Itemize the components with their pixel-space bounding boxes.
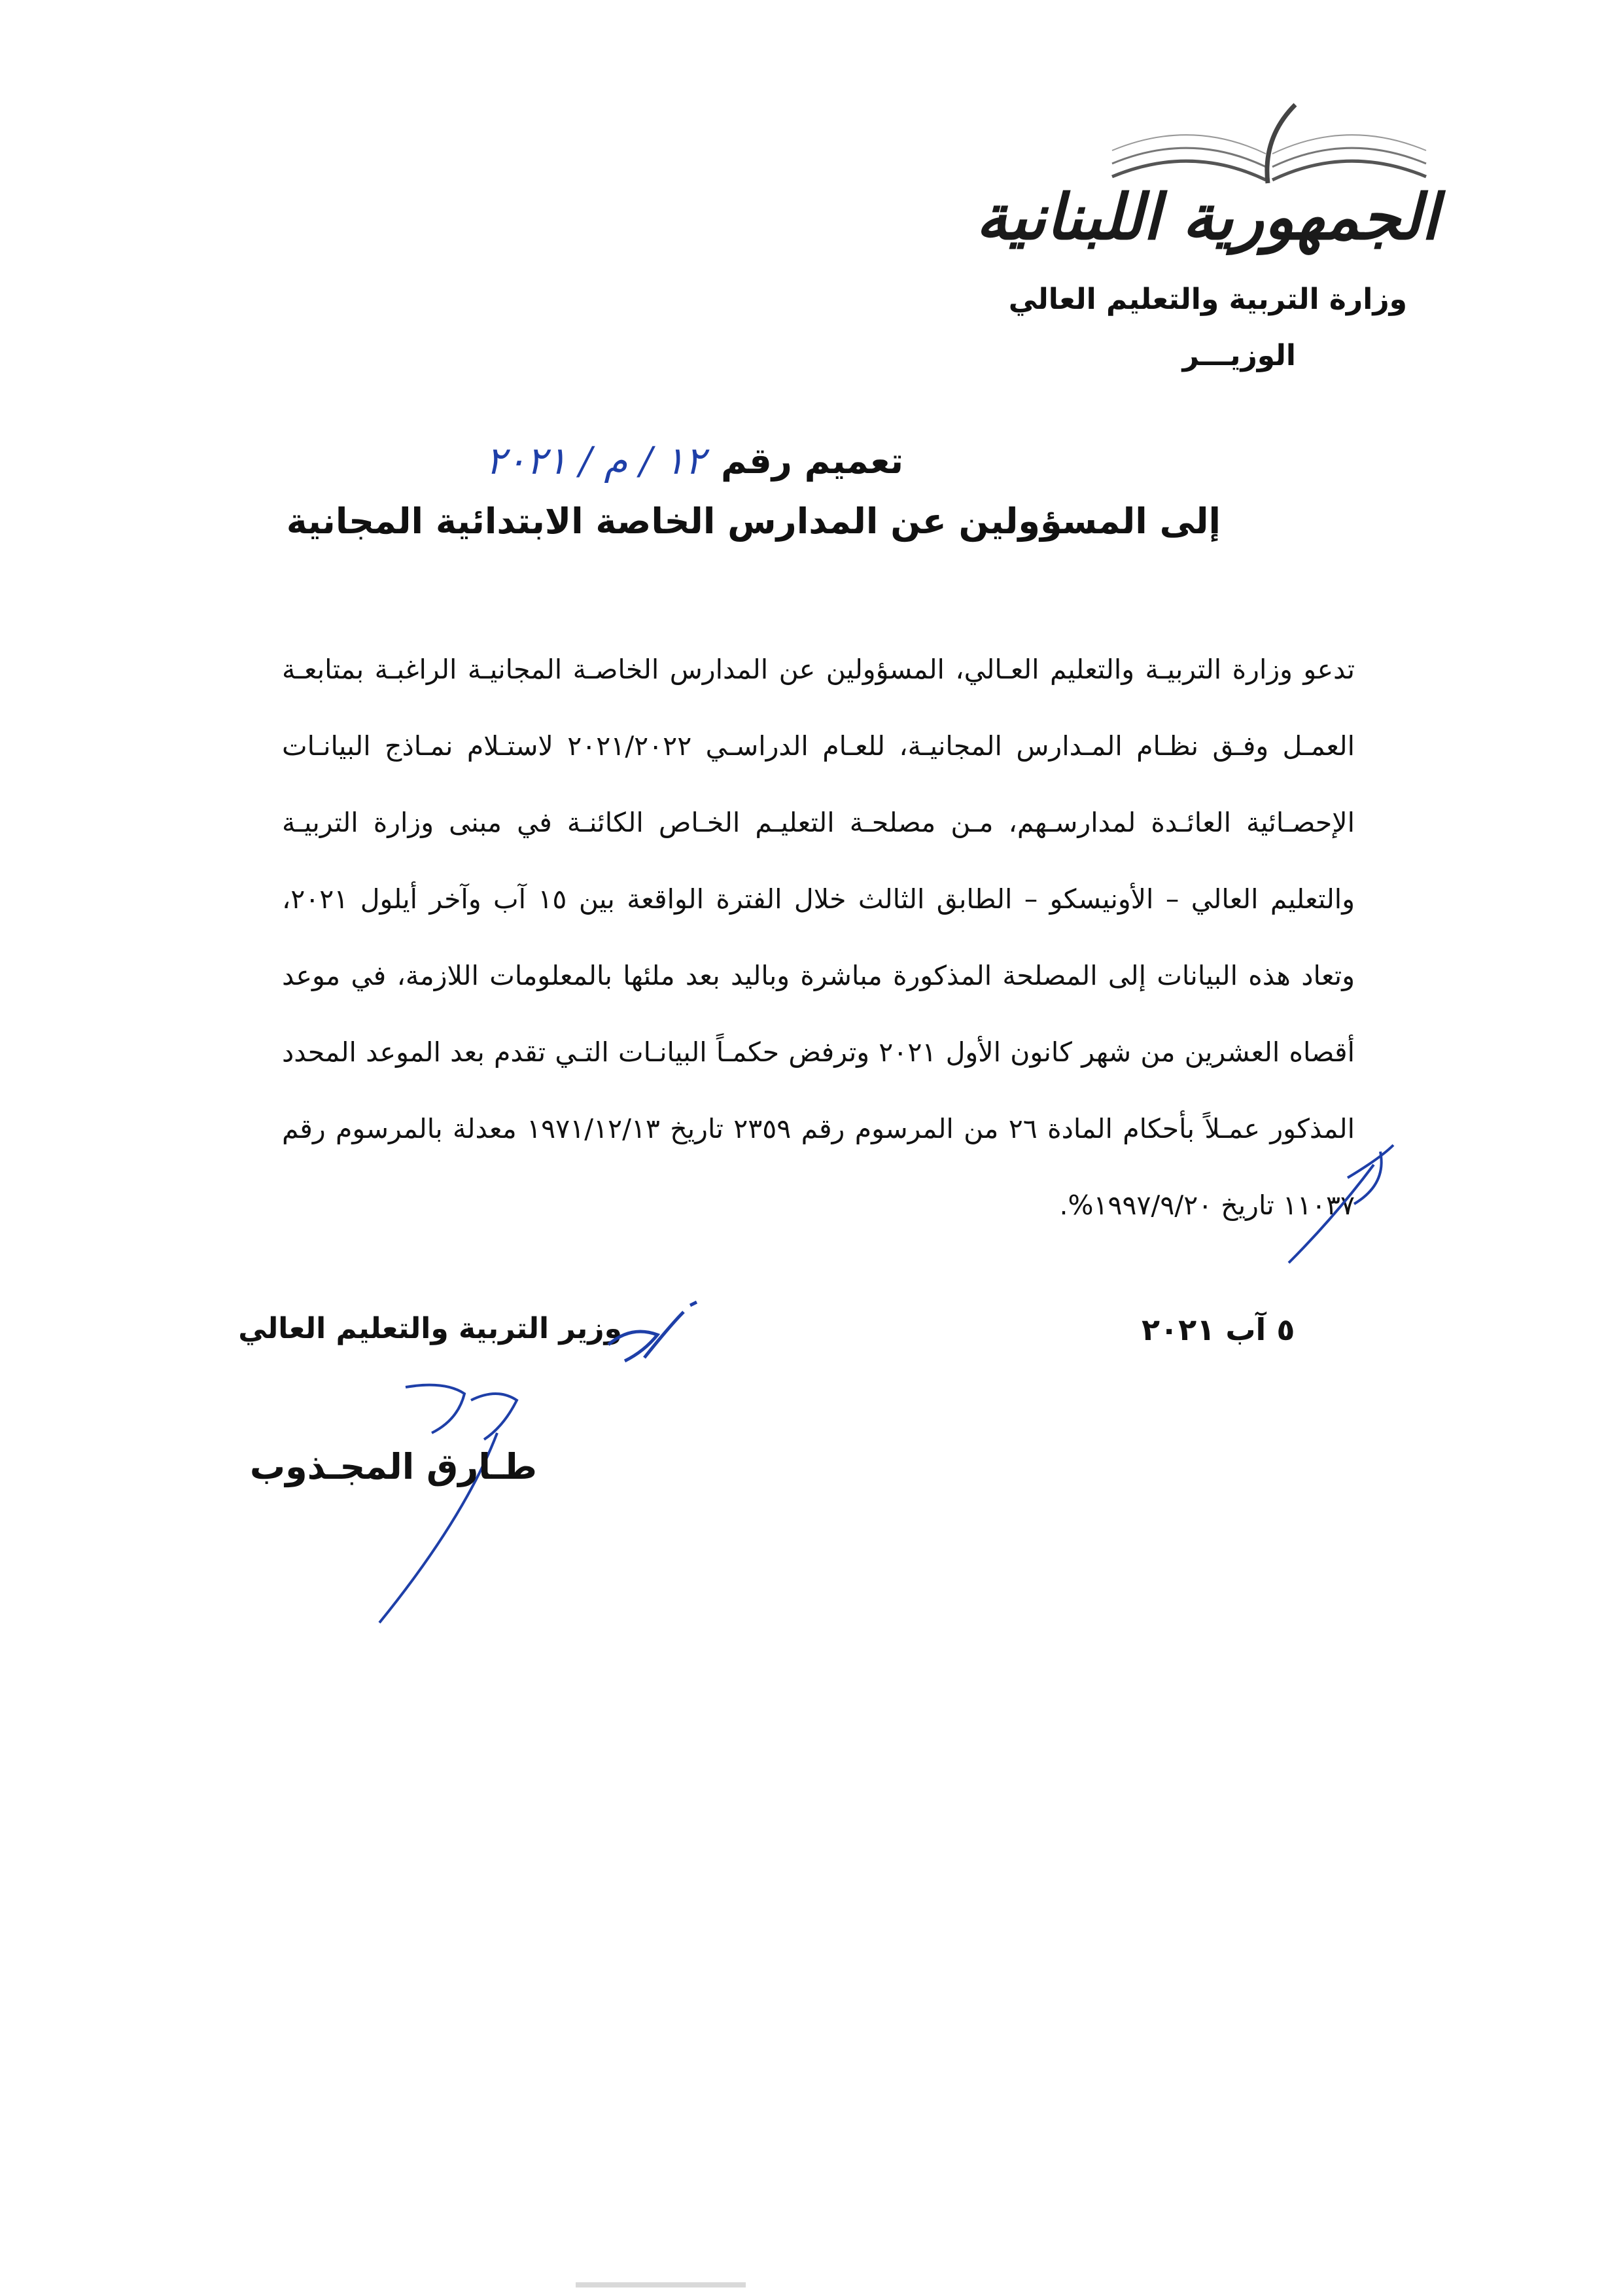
ministry-name: وزارة التربية والتعليم العالي — [1008, 283, 1407, 316]
addressee-heading: إلى المسؤولين عن المدارس الخاصة الابتدائية المجانية — [286, 501, 1221, 542]
scan-artifact — [576, 2282, 746, 2287]
circular-number-line — [485, 438, 903, 483]
circular-label: تعميم رقم — [721, 440, 903, 482]
signatory-name: طـارق المجـذوب — [249, 1446, 537, 1487]
document-date: ٥ آب ٢٠٢١ — [1142, 1312, 1295, 1347]
republic-name: الجمهورية اللبنانية — [975, 180, 1439, 254]
circular-number-handwritten: ١٢ / م / ٢٠٢١ — [485, 438, 706, 483]
minister-signature-icon — [366, 1374, 550, 1629]
signatory-title: وزير التربية والتعليم العالي — [238, 1312, 622, 1345]
minister-title: الوزيـــر — [1182, 339, 1296, 372]
circular-body: تدعو وزارة التربيـة والتعليم العـالي، المسؤولين عن المدارس الخاصـة المجانيـة الراغبـة بمتابعـة العمـل وفـق نظـام المـدارس المجانيـة، للعـام الدراسـي ٢٠٢١/٢٠٢٢ لاستـلام نمـاذج البيانـات الإحصـائية العائـدة لمدارسـهم، مـن مصلحـة التعليـم الخـاص الكائنـة في مبنى وزارة التربيـة والتعليم العالي – الأونيسكو – الطابق الثالث خلال الفترة الواقعة بين ١٥ آب وآخر أيلول ٢٠٢١، وتعاد هذه البيانات إلى المصلحة المذكورة مباشرة وباليد بعد ملئها بالمعلومات اللازمة، في موعد أقصاه العشرين من شهر كانون الأول ٢٠٢١ وترفض حكمـاً البيانـات التـي تقدم بعد الموعد المحدد المذكور عمـلاً بأحكام المادة ٢٦ من المرسوم رقم ٢٣٥٩ تاريخ ١٩٧١/١٢/١٣ معدلة بالمرسوم رقم ١١٠٣٧ تاريخ ١٩٩٧/٩/٢٠%. — [282, 654, 1355, 1221]
